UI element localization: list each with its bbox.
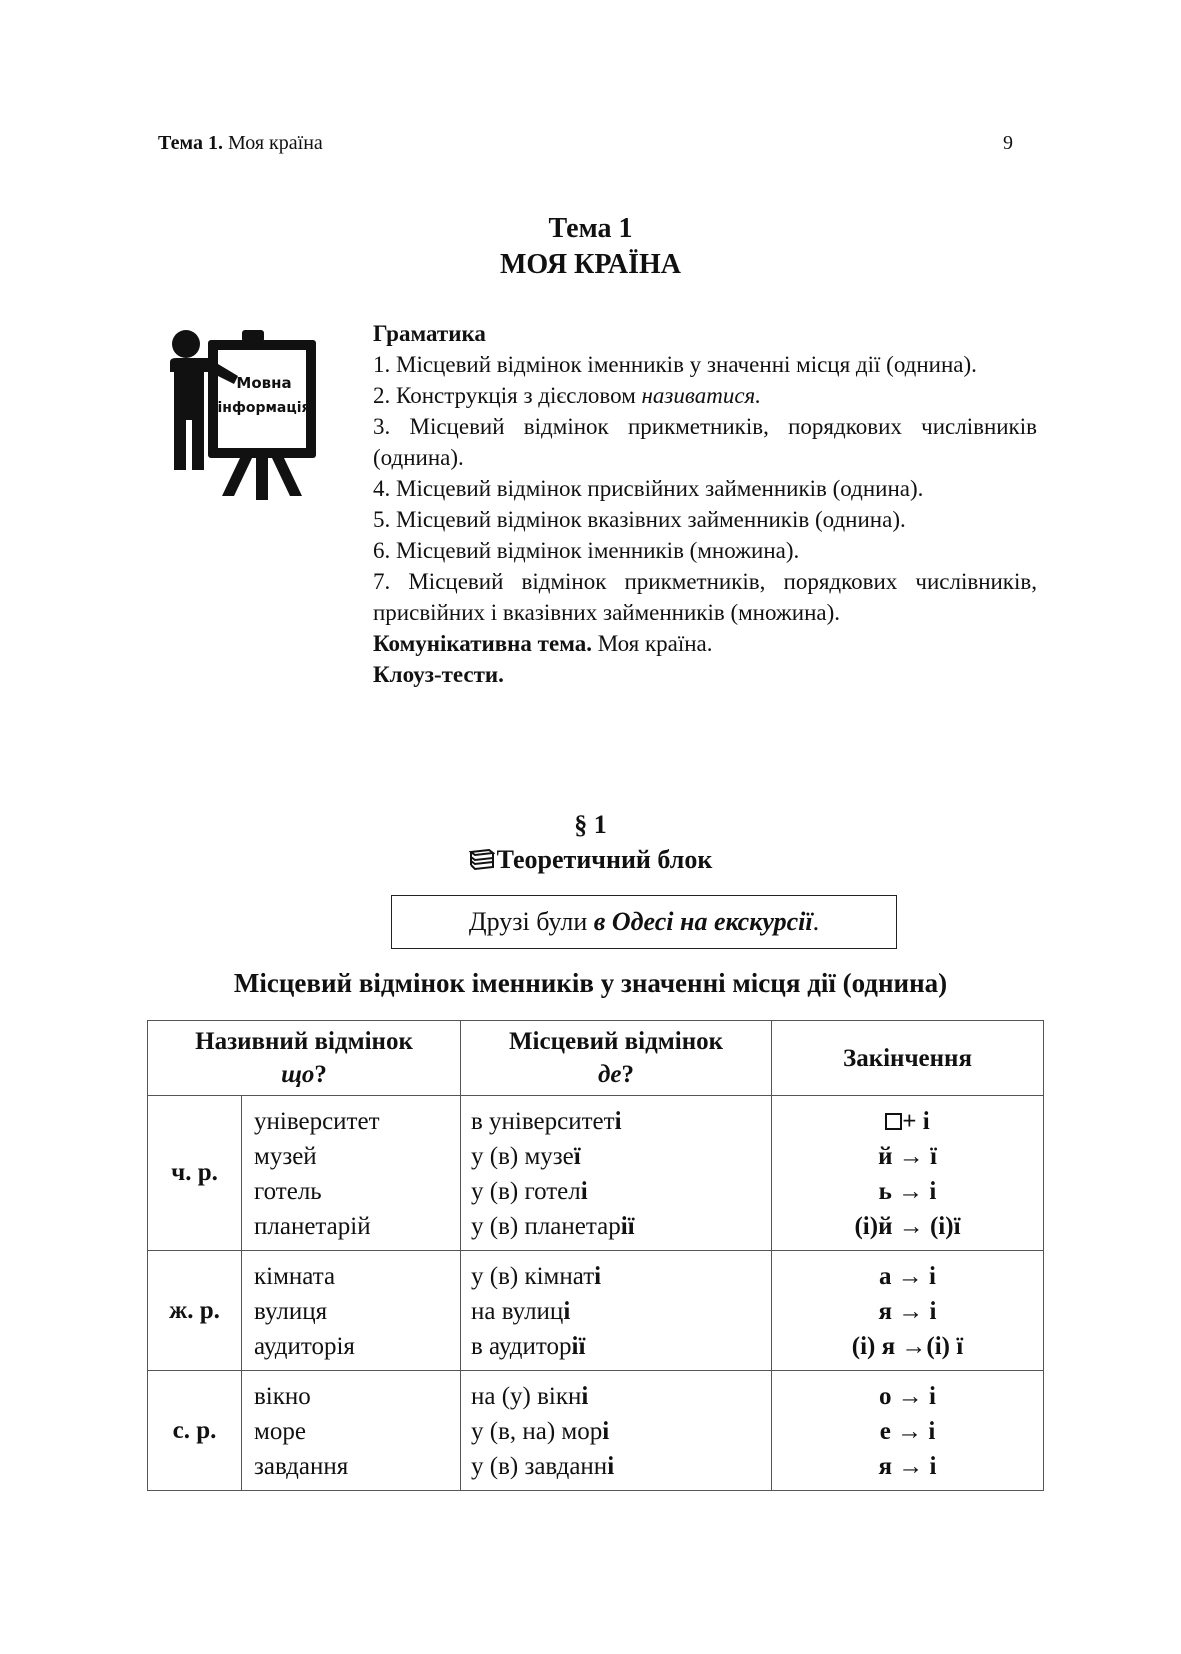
nominative-cell bbox=[242, 1251, 461, 1371]
locative-ending: ії bbox=[620, 1213, 635, 1240]
page-number: 9 bbox=[1003, 132, 1013, 154]
ending-cell bbox=[772, 1251, 1044, 1371]
header-locative: Місцевий відмінок де? bbox=[461, 1021, 772, 1096]
gender-cell: с. р. bbox=[148, 1371, 242, 1491]
grammar-item-2: 2. Конструкція з дієсловом називатися. bbox=[373, 383, 761, 408]
nominative-word: вікно bbox=[254, 1383, 311, 1410]
nominative-word: завдання bbox=[254, 1453, 349, 1480]
locative-ending: ії bbox=[571, 1333, 586, 1360]
section-number: § 1 bbox=[574, 810, 607, 839]
nominative-cell bbox=[242, 1096, 461, 1251]
locative-cell bbox=[461, 1371, 772, 1491]
grammar-item-7: 7. Місцевий відмінок прикметників, порядкових числівників, присвійних і вказівних займенників (множина). bbox=[373, 569, 1037, 625]
nominative-word: готель bbox=[254, 1178, 322, 1205]
nominative-word: вулиця bbox=[254, 1298, 328, 1325]
table-row bbox=[148, 1251, 1044, 1371]
table-header-row bbox=[148, 1021, 1044, 1096]
topic-name: Моя країна bbox=[227, 132, 323, 154]
nominative-word: море bbox=[254, 1418, 306, 1445]
locative-phrase: у (в) готелі bbox=[471, 1178, 588, 1205]
nominative-word: планетарій bbox=[254, 1213, 371, 1240]
grammar-item-4: 4. Місцевий відмінок присвійних займенників (однина). bbox=[373, 476, 924, 501]
nominative-word: кімната bbox=[254, 1263, 336, 1290]
table-row bbox=[148, 1371, 1044, 1491]
locative-phrase: у (в) планетарії bbox=[471, 1213, 635, 1240]
running-header bbox=[158, 132, 323, 155]
locative-ending: і bbox=[602, 1418, 610, 1445]
example-sentence-box: Друзі були в Одесі на екскурсії. bbox=[391, 895, 897, 949]
cloze-tests: Клоуз-тести. bbox=[373, 662, 504, 687]
locative-cell bbox=[461, 1096, 772, 1251]
topic-title: Тема 1 bbox=[548, 213, 633, 244]
locative-phrase: у (в) кімнаті bbox=[471, 1263, 602, 1290]
locative-phrase: в університеті bbox=[471, 1108, 622, 1135]
nominative-cell bbox=[242, 1371, 461, 1491]
locative-phrase: у (в) завданні bbox=[471, 1453, 615, 1480]
gender-cell: ж. р. bbox=[148, 1251, 242, 1371]
locative-ending: і bbox=[594, 1263, 602, 1290]
nominative-word: аудиторія bbox=[254, 1333, 355, 1360]
ending-rule: (і) я →(і) ї bbox=[851, 1333, 964, 1360]
ending-rule: + і bbox=[772, 1104, 1043, 1139]
table-row bbox=[148, 1096, 1044, 1251]
locative-ending: і bbox=[607, 1453, 615, 1480]
locative-ending: і bbox=[580, 1178, 588, 1205]
topic-subtitle: МОЯ КРАЇНА bbox=[500, 249, 681, 280]
section-title bbox=[0, 845, 1181, 875]
communicative-topic bbox=[373, 628, 1037, 659]
locative-phrase: на (у) вікні bbox=[471, 1383, 589, 1410]
presentation-board-icon bbox=[168, 330, 316, 500]
locative-cell bbox=[461, 1251, 772, 1371]
grammar-heading: Граматика bbox=[373, 321, 486, 346]
nominative-word: музей bbox=[254, 1143, 317, 1170]
locative-phrase: на вулиці bbox=[471, 1298, 571, 1325]
gender-cell: ч. р. bbox=[148, 1096, 242, 1251]
header-nominative: Називний відмінок що? bbox=[148, 1021, 461, 1096]
example-plain: Друзі були bbox=[468, 907, 594, 936]
grammar-block bbox=[373, 318, 1037, 690]
locative-phrase: в аудиторії bbox=[471, 1333, 586, 1360]
ending-cell bbox=[772, 1096, 1044, 1251]
grammar-item-5: 5. Місцевий відмінок вказівних займенників (однина). bbox=[373, 507, 906, 532]
example-bold: в Одесі на екскурсії bbox=[593, 907, 813, 936]
nominative-word: університет bbox=[254, 1108, 380, 1135]
locative-ending: і bbox=[614, 1108, 622, 1135]
section-title-text: Теоретичний блок bbox=[496, 845, 713, 874]
ending-cell bbox=[772, 1371, 1044, 1491]
locative-ending: і bbox=[563, 1298, 571, 1325]
ending-rule: (і)й → (і)ї bbox=[854, 1213, 961, 1240]
ending-rule: ь → і bbox=[878, 1178, 937, 1205]
ending-rule: й → ї bbox=[878, 1143, 937, 1170]
ending-rule: я → і bbox=[878, 1298, 937, 1325]
communicative-topic-value: Моя країна. bbox=[591, 631, 713, 656]
table-body bbox=[148, 1096, 1044, 1491]
locative-ending: ї bbox=[573, 1143, 581, 1170]
ending-rule: е → і bbox=[879, 1418, 936, 1445]
grammar-item-1: 1. Місцевий відмінок іменників у значенні місця дії (однина). bbox=[373, 352, 977, 377]
locative-phrase: у (в, на) морі bbox=[471, 1418, 610, 1445]
icon-text-line1: Мовна bbox=[236, 374, 292, 392]
locative-phrase: у (в) музеї bbox=[471, 1143, 581, 1170]
stem-box-icon bbox=[885, 1113, 902, 1130]
book-stack-icon bbox=[469, 849, 495, 871]
locative-ending: і bbox=[581, 1383, 589, 1410]
grammar-item-6: 6. Місцевий відмінок іменників (множина). bbox=[373, 538, 800, 563]
declension-table bbox=[147, 1020, 1044, 1491]
ending-rule: я → і bbox=[878, 1453, 937, 1480]
communicative-topic-label: Комунікативна тема. bbox=[373, 631, 592, 656]
topic-label: Тема 1. bbox=[158, 132, 223, 154]
header-ending: Закінчення bbox=[772, 1021, 1044, 1096]
table-title: Місцевий відмінок іменників у значенні місця дії (однина) bbox=[233, 968, 948, 998]
grammar-item-2-italic: називатися. bbox=[641, 383, 761, 408]
ending-rule: о → і bbox=[879, 1383, 936, 1410]
ending-rule: а → і bbox=[879, 1263, 936, 1290]
icon-text-line2: інформація bbox=[217, 400, 311, 416]
grammar-item-3: 3. Місцевий відмінок прикметників, порядкових числівників (однина). bbox=[373, 414, 1037, 470]
